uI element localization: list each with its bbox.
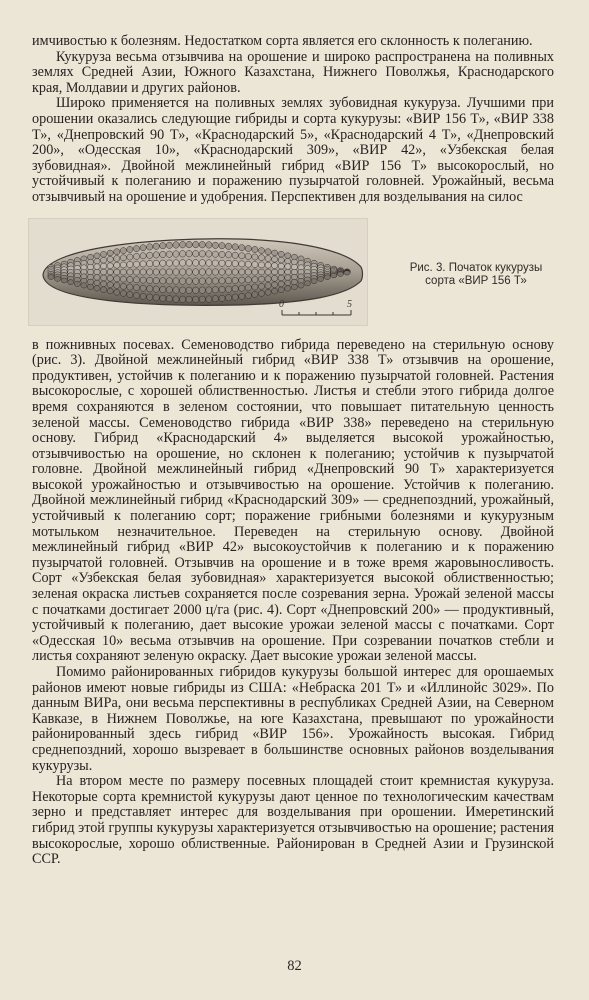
cob-kernel [133,261,139,267]
cob-kernel [193,287,199,294]
cob-kernel [94,269,100,275]
cob-kernel [245,253,251,259]
cob-kernel [61,278,67,283]
cob-kernel [140,277,146,283]
scale-zero-label: 0 [279,298,284,310]
cob-kernel [173,286,179,293]
cob-kernel [199,277,205,284]
cob-kernel [166,251,172,257]
cob-kernel [114,282,120,288]
cob-kernel [94,252,100,258]
cob-kernel [226,286,232,292]
cob-kernel [120,261,126,267]
cob-kernel [232,243,238,249]
cob-kernel [87,284,93,290]
cob-kernel [219,286,225,292]
cob-kernel [173,268,179,275]
cob-kernel [127,283,133,289]
cob-kernel [186,277,192,284]
cob-kernel [147,285,153,291]
cob-kernel [173,259,179,266]
cob-kernel [94,263,100,269]
cob-kernel [193,241,199,248]
cob-kernel [133,284,139,290]
cob-kernel [285,274,291,280]
cob-kernel [245,245,251,251]
cob-kernel [160,295,166,301]
cob-kernel [252,283,258,289]
cob-kernel [206,286,212,293]
cob-kernel [127,276,133,282]
cob-kernel [114,289,120,295]
cob-kernel [206,241,212,248]
cob-kernel [226,268,232,274]
cob-kernel [219,260,225,266]
cob-kernel [199,241,205,248]
cob-kernel [219,268,225,274]
cob-kernel [140,260,146,266]
cob-kernel [133,268,139,274]
caption-line-2: сорта «ВИР 156 Т» [425,274,527,287]
cob-kernel [239,252,245,258]
cob-kernel [186,259,192,266]
cob-kernel [74,281,80,286]
cob-kernel [278,286,284,292]
cob-kernel [199,250,205,257]
cob-kernel [81,282,87,287]
cob-kernel [206,277,212,284]
cob-kernel [239,268,245,274]
cob-kernel [166,242,172,248]
cob-kernel [120,254,126,260]
cob-kernel [68,279,74,284]
cob-kernel [120,276,126,282]
cob-kernel [212,259,218,265]
cob-kernel [166,259,172,265]
cob-kernel [239,285,245,291]
cob-kernel [101,280,107,286]
cob-kernel [272,262,278,268]
cob-kernel [153,251,159,257]
cob-kernel [101,269,107,275]
cob-kernel [219,277,225,283]
cob-kernel [212,251,218,257]
cob-kernel [120,290,126,296]
cob-kernel [101,275,107,281]
cob-kernel [107,250,113,256]
cob-kernel [94,274,100,280]
cob-kernel [265,262,271,268]
cob-kernel [258,269,264,275]
cob-kernel [278,263,284,269]
cob-kernel [153,268,159,274]
cob-kernel [166,295,172,301]
cob-kernel [239,293,245,299]
page-number: 82 [287,958,302,974]
cob-kernel [272,250,278,256]
corn-cob-illustration [29,219,367,325]
cob-kernel [166,277,172,283]
cob-kernel [173,241,179,248]
cob-kernel [252,276,258,282]
cob-kernel [252,253,258,259]
cob-kernel [265,282,271,288]
cob-kernel [160,277,166,283]
cob-kernel [55,276,61,281]
cob-kernel [232,252,238,258]
cob-kernel [153,277,159,283]
cob-kernel [219,242,225,248]
cob-kernel [232,268,238,274]
cob-kernel [245,261,251,267]
cob-kernel [193,296,199,303]
cob-kernel [186,296,192,303]
cob-kernel [245,292,251,298]
cob-kernel [114,248,120,254]
cob-kernel [285,258,291,264]
page-content [32,34,554,868]
cob-kernel [245,268,251,274]
cob-kernel [101,286,107,292]
cob-kernel [298,282,304,287]
cob-kernel [265,255,271,261]
cob-kernel [133,245,139,251]
cob-kernel [318,276,324,281]
cob-kernel [114,255,120,261]
cob-kernel [258,290,264,296]
cob-kernel [147,268,153,274]
cob-kernel [252,261,258,267]
cob-kernel [186,268,192,275]
cob-kernel [107,262,113,268]
cob-kernel [232,277,238,283]
paragraph-3: Широко применяется на поливных землях зубовидная кукуруза. Лучшими при орошении оказались следующие гибриды и сорта кукурузы: «ВИР 156 Т», «ВИР 338 Т», «Днепровский 90 Т», «Краснодарский 5», «Краснодарский 4 Т», «Днепровский 200», «Одесская 10», «Краснодарский 309», «ВИР 42», «Узбекская белая зубовидная». Двойной межлинейный гибрид «ВИР 156 Т» высокорослый, но устойчивый к полеганию и поражению пузырчатой головней. Урожайный, весьма отзывчивый на орошение и удобрения. Перспективен для возделывания на силос [32,95,554,205]
cob-kernel [344,270,350,274]
cob-kernel [147,243,153,249]
cob-kernel [226,277,232,283]
cob-kernel [199,259,205,266]
cob-kernel [193,259,199,266]
cob-kernel [278,269,284,275]
paragraph-1: имчивостью к болезням. Недостатком сорта является его склонность к полеганию. [32,33,533,49]
cob-kernel [153,285,159,291]
cob-kernel [212,268,218,274]
cob-kernel [285,285,291,291]
cob-kernel [212,242,218,248]
cob-kernel [133,253,139,259]
paragraph-5: Помимо районированных гибридов кукурузы большой интерес для орошаемых районов имеют новые гибриды из США: «Небраска 201 Т» и «Иллинойс 3029». По данным ВИРа, они весьма перспективны в республиках Средней Азии, на Северном Кавказе, в Нижнем Поволжье, на юге Казахстана, превышают по урожайности районированный здесь гибрид «ВИР 156». Урожайность высокая. Гибрид среднепоздний, хорошо вызревает в большинстве основных районов возделывания кукурузы. [32,664,554,774]
cob-kernel [160,242,166,248]
cob-kernel [272,275,278,281]
paragraph-6: На втором месте по размеру посевных площадей стоит кремнистая кукуруза. Некоторые сорта кремнистой кукурузы дают ценное по технологическим качествам зерно и представляет интерес для возделывания при орошении. Имеретинский гибрид этой группы кукурузы характеризуется отзывчивостью на орошение; растения высокорослые, хорошо облиственные. Районирован в Средней Азии и Грузинской ССР. [32,773,554,868]
cob-kernel [186,241,192,248]
cob-kernel [180,241,186,248]
cob-kernel [232,285,238,291]
cob-kernel [114,269,120,275]
cob-kernel [101,251,107,257]
cob-kernel [160,251,166,257]
cob-kernel [133,292,139,298]
cob-kernel [114,262,120,268]
cob-kernel [232,260,238,266]
cob-kernel [160,260,166,266]
cob-kernel [252,246,258,252]
cob-kernel [258,254,264,260]
cob-kernel [285,263,291,269]
cob-kernel [212,277,218,283]
cob-kernel [160,286,166,292]
cob-kernel [94,258,100,264]
cob-kernel [147,293,153,299]
cob-kernel [272,288,278,294]
cob-kernel [239,277,245,283]
cob-kernel [127,268,133,274]
cob-kernel [107,281,113,287]
cob-kernel [278,281,284,287]
cob-kernel [278,251,284,257]
figure-3 [32,218,554,328]
cob-kernel [232,293,238,299]
cob-kernel [180,250,186,257]
cob-kernel [173,295,179,302]
cob-kernel [127,261,133,267]
cob-kernel [304,280,310,285]
cob-kernel [212,286,218,292]
cob-kernel [239,260,245,266]
cob-kernel [140,268,146,274]
cob-kernel [278,257,284,263]
cob-kernel [153,243,159,249]
cob-kernel [166,268,172,274]
cob-kernel [258,247,264,253]
cob-kernel [226,251,232,257]
cob-kernel [265,275,271,281]
cob-kernel [101,257,107,263]
cob-kernel [219,251,225,257]
cob-kernel [226,294,232,300]
cob-kernel [101,263,107,269]
cob-kernel [272,256,278,262]
cob-kernel [206,268,212,275]
cob-kernel [331,273,337,278]
cob-kernel [206,250,212,257]
cob-kernel [272,269,278,275]
cob-kernel [285,252,291,258]
cob-kernel [127,246,133,252]
cob-kernel [180,277,186,284]
cob-kernel [337,271,343,276]
cob-kernel [311,278,317,283]
cob-kernel [186,250,192,257]
cob-kernel [258,276,264,282]
cob-kernel [48,274,54,279]
cob-kernel [94,280,100,286]
cob-kernel [120,283,126,289]
cob-kernel [166,286,172,292]
figure-caption [390,262,562,288]
cob-kernel [226,260,232,266]
cob-kernel [245,276,251,282]
cob-kernel [94,285,100,291]
cob-kernel [127,253,133,259]
cob-kernel [140,293,146,299]
cob-kernel [193,250,199,257]
cob-kernel [285,269,291,275]
cob-kernel [193,268,199,275]
cob-kernel [219,295,225,301]
cob-kernel [265,248,271,254]
cob-kernel [226,243,232,249]
cob-kernel [199,296,205,303]
cob-kernel [120,269,126,275]
cob-kernel [252,268,258,274]
cob-kernel [324,274,330,279]
caption-line-1: Рис. 3. Початок кукурузы [409,261,543,274]
cob-kernel [107,256,113,262]
paragraph-2: Кукуруза весьма отзывчива на орошение и широко распространена на поливных землях Средней Азии, Южного Казахстана, Нижнего Поволжья, Краснодарского края, Молдавии и других районов. [32,48,554,96]
cob-kernel [140,285,146,291]
cob-kernel [206,295,212,302]
cob-kernel [186,287,192,294]
cob-kernel [252,291,258,297]
cob-kernel [107,275,113,281]
cob-kernel [258,261,264,267]
cob-kernel [153,260,159,266]
cob-kernel [285,280,291,286]
cob-kernel [193,277,199,284]
cob-kernel [140,244,146,250]
cob-kernel [199,286,205,293]
cob-kernel [239,244,245,250]
cob-kernel [147,277,153,283]
cob-kernel [107,269,113,275]
cob-kernel [114,275,120,281]
cob-kernel [133,276,139,282]
cob-kernel [173,277,179,284]
cob-kernel [153,294,159,300]
cob-kernel [173,250,179,257]
cob-kernel [265,289,271,295]
cob-kernel [180,268,186,275]
cob-kernel [140,252,146,258]
cob-kernel [291,284,297,290]
cob-kernel [212,295,218,301]
cob-kernel [245,284,251,290]
cob-kernel [278,275,284,281]
cob-kernel [206,259,212,266]
cob-kernel [107,288,113,294]
cob-kernel [180,296,186,303]
cob-kernel [272,281,278,287]
cob-kernel [147,252,153,258]
scale-five-label: 5 [347,298,352,310]
corn-cob-photo [28,218,368,326]
cob-kernel [199,268,205,275]
paragraph-4: в пожнивных посевах. Семеноводство гибрида переведено на стерильную основу (рис. 3). Двойной межлинейный гибрид «ВИР 338 Т» отзывчив на орошение, продуктивен, устойчив к полеганию и к поражению пузырчатой головней. Растения высокорослые, с хорошей облиственностью. Листья и стебли этого гибрида долгое время сохраняются в зеленом состоянии, что повышает питательную ценность зеленой массы. Семеноводство гибрида «ВИР 338» переведено на стерильную основу. Гибрид «Краснодарский 4» выделяется высокой урожайностью, отзывчивостью на орошение, но склонен к полеганию; устойчив к пузырчатой головне. Двойной межлинейный гибрид «Днепровский 90 Т» характеризуется высокой урожайностью и отзывчивостью на орошение. Устойчив к полеганию. Двойной межлинейный гибрид «Краснодарский 309» — среднепоздний, урожайный, устойчивый к полеганию сорт; поражение грибными болезнями и кукурузным мотыльком незначительное. Переведен на стерильную основу. Двойной межлинейный гибрид «ВИР 42» высокоустойчив к полеганию и к поражению пузырчатой головней. Отзывчив на орошение и в тоже время жаровыносливость. Сорт «Узбекская белая зубовидная» характеризуется высокой облиственностью; зеленая окраска листьев сохраняется после созревания зерна. Урожай зеленой массы с початками достигает 2000 ц/га (рис. 4). Сорт «Днепровский 200» — продуктивный, устойчивый к полеганию, дает высокие урожаи зеленой массы с початками. Сорт «Одесская 10» весьма отзывчив на орошение. При созревании початков стебли и листья сохраняют зеленую окраску. Дает высокие урожаи зеленой массы. [32,336,554,665]
cob-kernel [160,268,166,274]
cob-kernel [180,259,186,266]
cob-kernel [265,269,271,275]
cob-kernel [120,247,126,253]
cob-kernel [147,260,153,266]
cob-kernel [180,286,186,293]
cob-kernel [127,291,133,297]
cob-kernel [258,283,264,289]
